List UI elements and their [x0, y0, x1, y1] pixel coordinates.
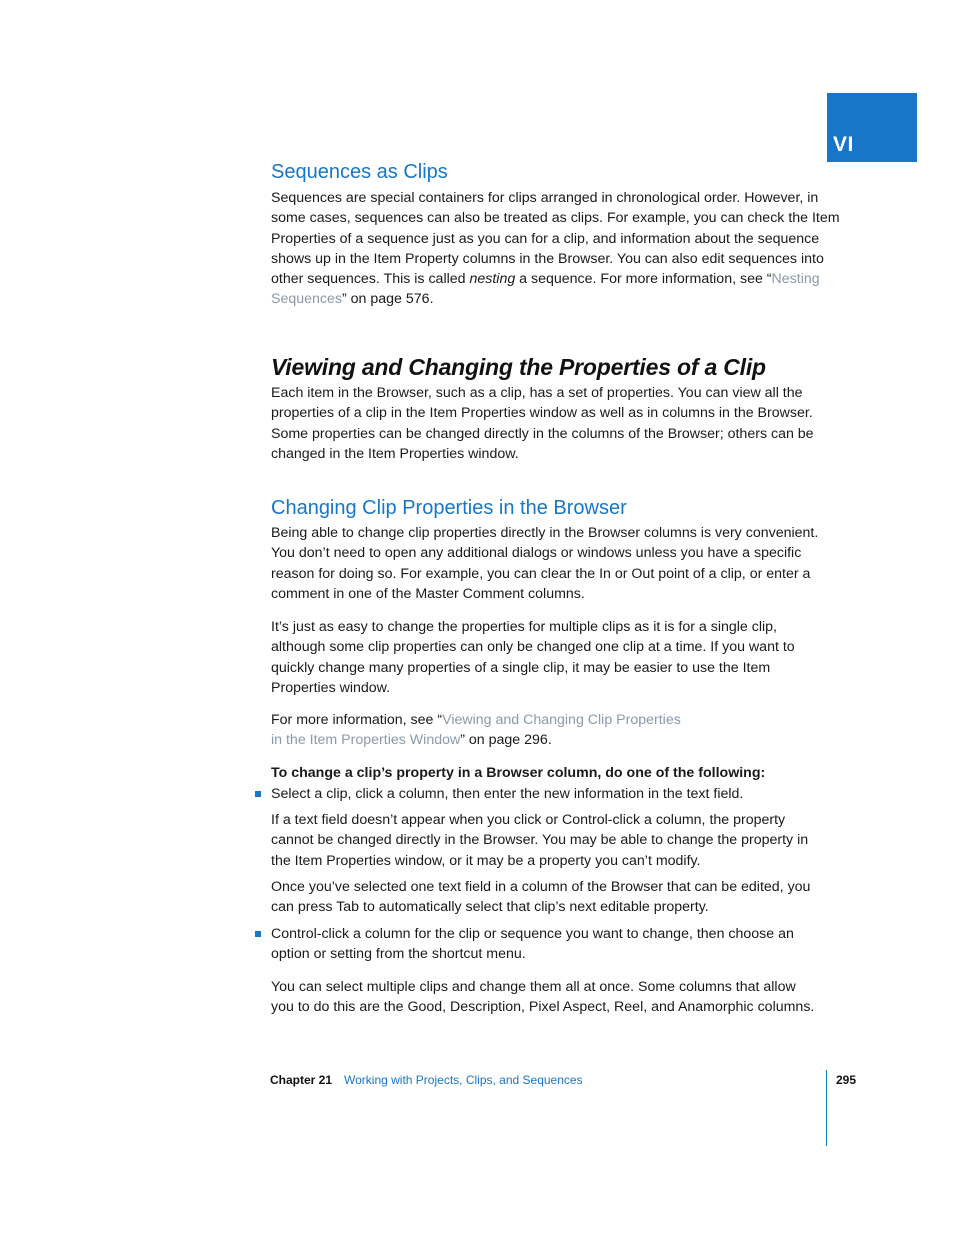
text-line	[271, 710, 827, 730]
footer-divider	[826, 1070, 827, 1146]
link-nesting-sequences-part1[interactable]: Nesting	[771, 271, 820, 288]
text-line: properties of a clip in the Item Properties window as well as in columns in the Browser.	[271, 405, 813, 422]
text-line: reason for doing so. For example, you can clear the In or Out point of a clip, or enter a	[271, 565, 811, 582]
text-line: you to do this are the Good, Description, Pixel Aspect, Reel, and Anamorphic columns.	[271, 999, 815, 1016]
footer-chapter-title: Working with Projects, Clips, and Sequences	[344, 1073, 583, 1087]
text-segment: ” on page 296.	[460, 732, 552, 749]
link-viewing-item-properties-part1[interactable]: Viewing and Changing Clip Properties	[442, 712, 681, 728]
paragraph-sequences-as-clips	[271, 188, 840, 310]
text-line: Sequences are special containers for clips arranged in chronological order. However, in	[271, 190, 819, 206]
heading-sequences-as-clips: Sequences as Clips	[271, 161, 448, 183]
bullet-1-note-1	[271, 810, 827, 871]
text-line	[271, 289, 827, 309]
text-line: comment in one of the Master Comment columns.	[271, 585, 585, 602]
text-segment: For more information, see “	[271, 712, 443, 728]
text-line: some cases, sequences can also be treated as clips. For example, you can check the Item	[271, 210, 840, 227]
heading-viewing-changing-properties: Viewing and Changing the Properties of a Clip	[271, 354, 766, 380]
paragraph-closing	[271, 977, 827, 1018]
footer-page-number: 295	[836, 1073, 857, 1087]
text-line	[271, 730, 827, 750]
text-line: To change a clip’s property in a Browser column, do one of the following:	[271, 765, 766, 781]
bullet-square-icon	[255, 791, 261, 797]
italic-term: nesting	[469, 271, 516, 288]
text-line	[271, 269, 827, 289]
text-line: Some properties can be changed directly in the columns of the Browser; others can be	[271, 425, 814, 442]
text-line: Properties window.	[271, 679, 391, 696]
text-line: quickly change many properties of a single clip, it may be easier to use the Item	[271, 659, 771, 676]
bullet-item-1	[271, 784, 827, 804]
paragraph-changing-2	[271, 617, 827, 698]
bullet-square-icon	[255, 931, 261, 937]
text-segment: a sequence. For more information, see “	[515, 271, 772, 288]
text-line: Being able to change clip properties directly in the Browser columns is very convenient.	[271, 525, 819, 541]
text-line: You can select multiple clips and change them all at once. Some columns that allow	[271, 979, 796, 995]
task-heading	[271, 763, 827, 783]
text-line: although some clip properties can only be changed one clip at a time. If you want to	[271, 639, 795, 656]
text-line: can press Tab to automatically select that clip’s next editable property.	[271, 899, 709, 916]
text-line: Select a clip, click a column, then enter the new information in the text field.	[271, 786, 744, 802]
text-line: option or setting from the shortcut menu.	[271, 946, 526, 963]
text-segment: ” on page 576.	[342, 291, 434, 308]
text-segment: other sequences. This is called	[271, 271, 470, 288]
bullet-1-note-2	[271, 877, 827, 918]
paragraph-viewing-changing	[271, 383, 827, 464]
link-viewing-item-properties-part2[interactable]: in the Item Properties Window	[271, 732, 461, 749]
part-tab	[827, 93, 917, 162]
text-line: Once you’ve selected one text field in a column of the Browser that can be edited, you	[271, 879, 811, 895]
paragraph-more-info	[271, 710, 827, 751]
paragraph-changing-1	[271, 523, 827, 604]
text-line: Control-click a column for the clip or sequence you want to change, then choose an	[271, 926, 794, 942]
text-line: If a text field doesn’t appear when you click or Control-click a column, the property	[271, 812, 786, 828]
text-line: shows up in the Item Property columns in the Browser. You can also edit sequences into	[271, 250, 824, 267]
part-tab-label: VI	[833, 133, 854, 156]
text-line: changed in the Item Properties window.	[271, 445, 519, 462]
bullet-item-2	[271, 924, 827, 965]
footer-chapter: Chapter 21	[270, 1073, 333, 1087]
text-line: Each item in the Browser, such as a clip, has a set of properties. You can view all the	[271, 385, 803, 401]
text-line: the Item Properties window, or it may be a property you can’t modify.	[271, 852, 701, 869]
text-line: cannot be changed directly in the Browser. You may be able to change the property in	[271, 832, 809, 849]
text-line: You don’t need to open any additional dialogs or windows unless you have a specific	[271, 545, 802, 562]
heading-changing-in-browser: Changing Clip Properties in the Browser	[271, 497, 627, 519]
text-line: It’s just as easy to change the properties for multiple clips as it is for a single clip,	[271, 619, 777, 635]
text-line: Properties of a sequence just as you can for a clip, and information about the sequence	[271, 230, 820, 247]
link-nesting-sequences-part2[interactable]: Sequences	[271, 291, 342, 308]
